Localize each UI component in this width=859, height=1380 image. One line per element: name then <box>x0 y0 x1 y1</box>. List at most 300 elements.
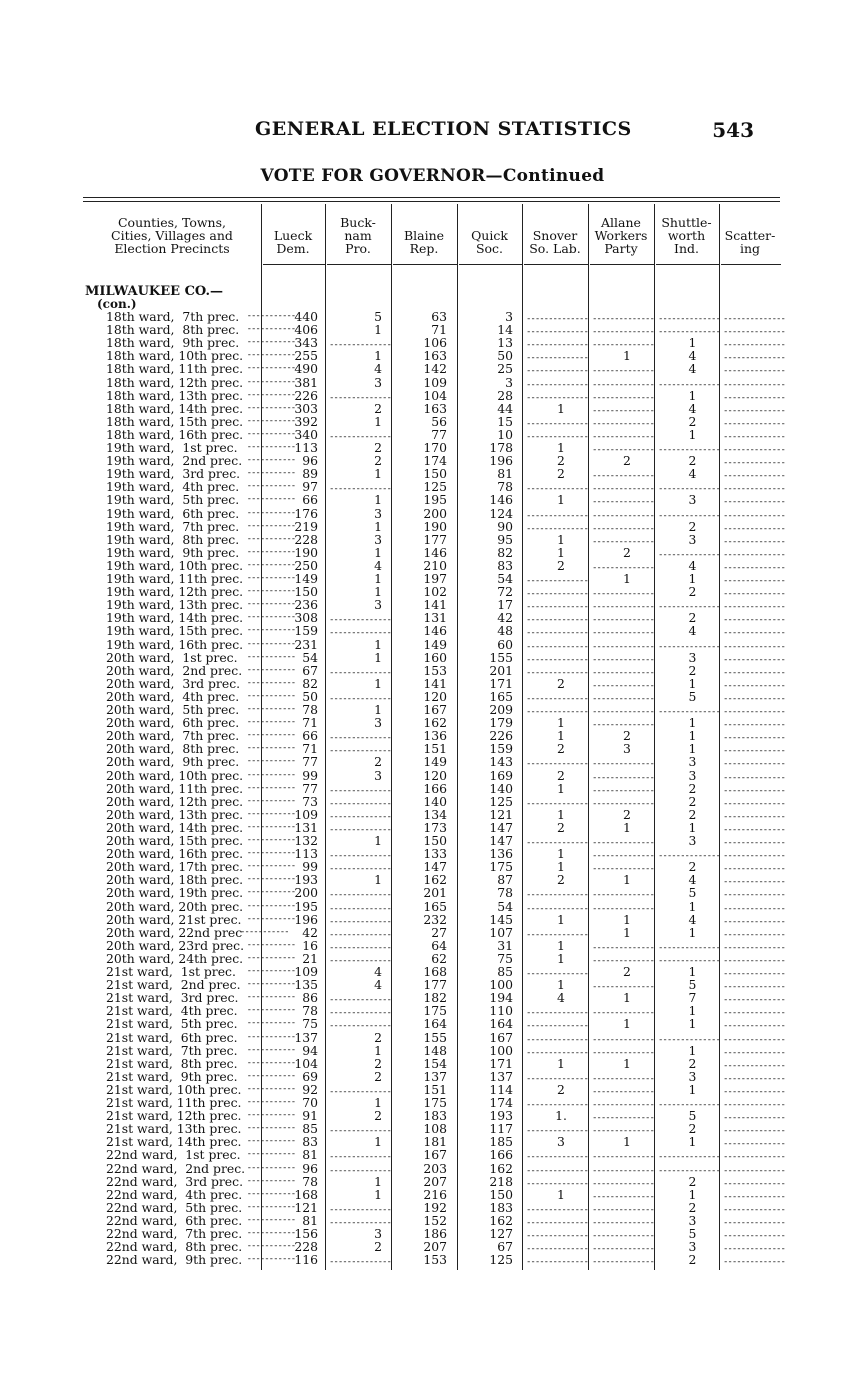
table-row <box>0 389 859 402</box>
empty-cell-dashes: -------------- <box>592 680 654 691</box>
empty-cell-dashes: -------------- <box>723 1139 785 1150</box>
empty-cell-dashes: -------------- <box>723 1034 785 1045</box>
vote-cell-lueck: 343 <box>294 335 318 351</box>
empty-cell-dashes: -------------- <box>526 654 588 665</box>
leader-dots: ----------- <box>240 926 289 937</box>
table-row <box>0 1044 859 1057</box>
vote-cell-lueck: 406 <box>294 322 318 338</box>
empty-cell-dashes: -------------- <box>658 942 720 953</box>
vote-cell-blaine: 183 <box>423 1108 447 1124</box>
empty-cell-dashes: -------------- <box>592 628 654 639</box>
empty-cell-dashes: -------------- <box>723 864 785 875</box>
precinct-name: 21st ward, 12th prec. <box>106 1108 242 1124</box>
vote-cell-blaine: 102 <box>423 584 447 600</box>
precinct-name: 21st ward, 3rd prec. <box>106 990 239 1006</box>
vote-cell-blaine: 64 <box>431 937 447 953</box>
empty-cell-dashes: -------------- <box>329 1152 391 1163</box>
vote-cell-blaine: 151 <box>423 741 447 757</box>
empty-cell-dashes: -------------- <box>329 1165 391 1176</box>
vote-cell-shuttleworth: 4 <box>688 361 697 377</box>
vote-cell-allane: 1 <box>623 571 631 586</box>
empty-cell-dashes: -------------- <box>592 379 654 390</box>
vote-cell-snover: 1 <box>557 977 565 993</box>
vote-cell-snover: 1 <box>557 950 565 966</box>
empty-cell-dashes: -------------- <box>329 903 391 914</box>
empty-cell-dashes: -------------- <box>329 1257 391 1268</box>
precinct-name: 19th ward, 6th prec. <box>106 505 240 521</box>
header-rule <box>656 264 719 265</box>
precinct-name: 20th ward, 24th prec. <box>106 950 244 966</box>
vote-cell-shuttleworth: 1 <box>688 675 697 691</box>
vote-cell-allane: 1 <box>623 1016 631 1032</box>
vote-cell-bucknam: 1 <box>374 544 382 560</box>
table-row <box>0 677 859 690</box>
empty-cell-dashes: -------------- <box>723 995 785 1006</box>
leader-dots: ----------- <box>246 1044 296 1055</box>
vote-cell-bucknam: 2 <box>374 453 382 469</box>
vote-cell-blaine: 166 <box>423 780 447 796</box>
vote-cell-shuttleworth: 4 <box>688 557 697 573</box>
vote-cell-bucknam: 1 <box>374 466 382 482</box>
vote-cell-quick: 67 <box>497 1239 513 1255</box>
empty-cell-dashes: -------------- <box>592 615 654 626</box>
leader-dots: ----------- <box>246 520 296 531</box>
empty-cell-dashes: -------------- <box>658 379 720 390</box>
empty-cell-dashes: -------------- <box>592 1008 654 1019</box>
leader-dots: ----------- <box>246 1162 296 1173</box>
precinct-name: 20th ward, 17th prec. <box>106 859 244 875</box>
vote-cell-quick: 110 <box>489 1003 513 1019</box>
empty-cell-dashes: -------------- <box>526 929 588 940</box>
empty-cell-dashes: -------------- <box>592 772 654 783</box>
header-rule <box>459 264 522 265</box>
vote-cell-shuttleworth: 5 <box>688 1108 697 1124</box>
empty-cell-dashes: -------------- <box>592 1073 654 1084</box>
vote-cell-bucknam: 1 <box>374 571 382 586</box>
vote-cell-lueck: 190 <box>294 544 318 560</box>
empty-cell-dashes: -------------- <box>526 1165 588 1176</box>
vote-cell-quick: 140 <box>489 780 513 796</box>
vote-cell-quick: 171 <box>489 1055 513 1071</box>
leader-dots: ----------- <box>246 481 296 492</box>
empty-cell-dashes: -------------- <box>723 877 785 888</box>
empty-cell-dashes: -------------- <box>723 824 785 835</box>
vote-cell-quick: 147 <box>489 833 513 848</box>
empty-cell-dashes: -------------- <box>592 1086 654 1097</box>
empty-cell-dashes: -------------- <box>723 1100 785 1110</box>
vote-cell-blaine: 153 <box>423 662 447 678</box>
vote-cell-shuttleworth: 3 <box>688 649 697 665</box>
vote-cell-quick: 162 <box>489 1212 513 1228</box>
empty-cell-dashes: -------------- <box>592 1191 654 1202</box>
table-row <box>0 520 859 533</box>
vote-cell-lueck: 219 <box>294 518 318 534</box>
vote-cell-lueck: 82 <box>302 675 318 691</box>
table-row <box>0 1148 859 1161</box>
precinct-name: 19th ward, 11th prec. <box>106 571 244 586</box>
empty-cell-dashes: -------------- <box>526 628 588 639</box>
vote-cell-lueck: 97 <box>302 479 318 495</box>
empty-cell-dashes: -------------- <box>723 1047 785 1058</box>
vote-cell-quick: 82 <box>497 544 513 560</box>
precinct-name: 22nd ward, 3rd prec. <box>106 1173 244 1189</box>
vote-cell-quick: 83 <box>497 557 513 573</box>
vote-cell-shuttleworth: 1 <box>688 426 697 442</box>
precinct-name: 20th ward, 9th prec. <box>106 754 240 770</box>
vote-cell-shuttleworth: 4 <box>688 400 697 416</box>
vote-cell-bucknam: 1 <box>374 1186 382 1202</box>
vote-cell-quick: 125 <box>489 1252 513 1268</box>
vote-cell-quick: 75 <box>497 950 513 966</box>
vote-cell-blaine: 207 <box>423 1239 447 1255</box>
empty-cell-dashes: -------------- <box>592 405 654 416</box>
vote-cell-shuttleworth: 1 <box>688 1134 697 1150</box>
vote-cell-lueck: 89 <box>302 466 318 482</box>
vote-cell-quick: 121 <box>489 806 513 822</box>
vote-cell-blaine: 149 <box>423 754 447 770</box>
table-row <box>0 402 859 415</box>
vote-cell-shuttleworth: 2 <box>688 584 697 600</box>
leader-dots: ----------- <box>246 1149 296 1160</box>
table-row <box>0 939 859 952</box>
vote-cell-lueck: 490 <box>294 361 318 377</box>
empty-cell-dashes: -------------- <box>592 707 654 717</box>
leader-dots: ----------- <box>246 573 296 583</box>
vote-cell-bucknam: 1 <box>374 1134 382 1150</box>
leader-dots: ----------- <box>246 1097 296 1107</box>
empty-cell-dashes: -------------- <box>723 838 785 848</box>
vote-cell-lueck: 392 <box>294 413 318 429</box>
vote-cell-blaine: 106 <box>423 335 447 351</box>
empty-cell-dashes: -------------- <box>723 497 785 508</box>
precinct-name: 20th ward, 16th prec. <box>106 846 244 862</box>
vote-cell-lueck: 96 <box>302 453 318 469</box>
empty-cell-dashes: -------------- <box>526 314 588 324</box>
table-row <box>0 795 859 808</box>
empty-cell-dashes: -------------- <box>723 1244 785 1255</box>
leader-dots: ----------- <box>246 559 296 570</box>
leader-dots: ----------- <box>246 468 296 479</box>
leader-dots: ----------- <box>246 992 296 1003</box>
table-row <box>0 1031 859 1044</box>
vote-cell-lueck: 121 <box>294 1199 318 1215</box>
vote-cell-allane: 1 <box>623 1134 631 1150</box>
vote-cell-shuttleworth: 2 <box>688 859 697 875</box>
empty-cell-dashes: -------------- <box>526 327 588 338</box>
vote-cell-shuttleworth: 2 <box>688 793 697 809</box>
leader-dots: ----------- <box>246 730 296 741</box>
leader-dots: ----------- <box>246 1175 296 1186</box>
precinct-name: 21st ward, 11th prec. <box>106 1095 242 1110</box>
vote-cell-lueck: 77 <box>302 754 318 770</box>
precinct-name: 21st ward, 4th prec. <box>106 1003 238 1019</box>
vote-cell-blaine: 104 <box>423 387 447 403</box>
vote-cell-blaine: 56 <box>431 413 447 429</box>
precinct-name: 19th ward, 3rd prec. <box>106 466 241 482</box>
vote-cell-bucknam: 1 <box>374 1042 382 1058</box>
empty-cell-dashes: -------------- <box>658 1152 720 1163</box>
empty-cell-dashes: -------------- <box>658 1100 720 1110</box>
vote-cell-lueck: 440 <box>294 309 318 324</box>
leader-dots: ----------- <box>246 1136 296 1147</box>
leader-dots: ----------- <box>246 979 296 990</box>
precinct-name: 22nd ward, 6th prec. <box>106 1212 243 1228</box>
empty-cell-dashes: -------------- <box>526 602 588 613</box>
leader-dots: ----------- <box>246 507 296 518</box>
leader-dots: ----------- <box>246 690 296 701</box>
precinct-name: 19th ward, 12th prec. <box>106 584 244 600</box>
empty-cell-dashes: -------------- <box>329 995 391 1006</box>
vote-cell-blaine: 108 <box>423 1121 447 1137</box>
empty-cell-dashes: -------------- <box>526 1008 588 1019</box>
vote-cell-blaine: 147 <box>423 859 447 875</box>
empty-cell-dashes: -------------- <box>329 1021 391 1032</box>
vote-cell-quick: 87 <box>497 872 513 888</box>
precinct-name: 21st ward, 5th prec. <box>106 1016 238 1032</box>
vote-cell-snover: 2 <box>557 557 565 573</box>
vote-cell-allane: 1 <box>623 819 631 835</box>
empty-cell-dashes: -------------- <box>329 484 391 495</box>
vote-cell-snover: 1 <box>557 715 565 731</box>
empty-cell-dashes: -------------- <box>592 1178 654 1189</box>
vote-cell-shuttleworth: 3 <box>688 1212 697 1228</box>
vote-cell-shuttleworth: 4 <box>688 466 697 482</box>
vote-cell-lueck: 91 <box>302 1108 318 1124</box>
vote-cell-quick: 185 <box>489 1134 513 1150</box>
vote-cell-bucknam: 1 <box>374 675 382 691</box>
empty-cell-dashes: -------------- <box>526 431 588 442</box>
precinct-name: 19th ward, 5th prec. <box>106 492 240 508</box>
empty-cell-dashes: -------------- <box>658 484 720 495</box>
empty-cell-dashes: -------------- <box>329 824 391 835</box>
column-header-bucknam: Buck- nam Pro. <box>340 215 376 256</box>
vote-cell-lueck: 255 <box>294 348 318 364</box>
vote-cell-blaine: 207 <box>423 1173 447 1189</box>
empty-cell-dashes: -------------- <box>592 1257 654 1268</box>
vote-cell-quick: 117 <box>489 1121 513 1137</box>
vote-cell-shuttleworth: 3 <box>688 754 697 770</box>
empty-cell-dashes: -------------- <box>723 1060 785 1071</box>
empty-cell-dashes: -------------- <box>329 615 391 626</box>
column-divider <box>719 204 720 1270</box>
leader-dots: ----------- <box>246 612 296 623</box>
vote-cell-blaine: 170 <box>423 440 447 455</box>
vote-cell-blaine: 63 <box>431 309 447 324</box>
empty-cell-dashes: -------------- <box>592 366 654 377</box>
empty-cell-dashes: -------------- <box>592 340 654 351</box>
precinct-name: 20th ward, 13th prec. <box>106 806 244 822</box>
empty-cell-dashes: -------------- <box>592 1034 654 1045</box>
precinct-name: 19th ward, 10th prec. <box>106 557 244 573</box>
leader-dots: ----------- <box>246 677 296 688</box>
vote-cell-snover: 1. <box>555 1108 567 1124</box>
empty-cell-dashes: -------------- <box>592 693 654 704</box>
vote-cell-blaine: 141 <box>423 597 447 613</box>
vote-cell-blaine: 164 <box>423 1016 447 1032</box>
vote-cell-allane: 2 <box>623 806 631 822</box>
vote-cell-quick: 143 <box>489 754 513 770</box>
vote-cell-quick: 193 <box>489 1108 513 1124</box>
precinct-name: 20th ward, 4th prec. <box>106 688 240 704</box>
column-divider <box>391 204 392 1270</box>
precinct-name: 20th ward, 6th prec. <box>106 715 240 731</box>
vote-cell-lueck: 16 <box>302 937 318 953</box>
vote-cell-blaine: 163 <box>423 348 447 364</box>
leader-dots: ----------- <box>246 795 296 806</box>
vote-cell-allane: 3 <box>623 741 631 757</box>
vote-cell-quick: 85 <box>497 964 513 979</box>
vote-cell-blaine: 62 <box>431 950 447 966</box>
empty-cell-dashes: -------------- <box>723 549 785 560</box>
precinct-name: 20th ward, 15th prec. <box>106 833 244 848</box>
empty-cell-dashes: -------------- <box>723 1191 785 1202</box>
empty-cell-dashes: -------------- <box>592 955 654 966</box>
vote-cell-quick: 145 <box>489 911 513 927</box>
column-header-precinct: Counties, Towns, Cities, Villages and Election Precincts <box>111 215 233 256</box>
vote-cell-blaine: 232 <box>423 911 447 927</box>
table-row <box>0 651 859 664</box>
vote-cell-allane: 2 <box>623 728 631 744</box>
vote-cell-lueck: 96 <box>302 1160 318 1176</box>
empty-cell-dashes: -------------- <box>723 746 785 757</box>
leader-dots: ----------- <box>246 704 296 714</box>
vote-cell-lueck: 78 <box>302 702 318 717</box>
empty-cell-dashes: -------------- <box>592 314 654 324</box>
leader-dots: ----------- <box>246 389 296 400</box>
vote-cell-quick: 171 <box>489 675 513 691</box>
vote-cell-blaine: 142 <box>423 361 447 377</box>
vote-cell-shuttleworth: 2 <box>688 1173 697 1189</box>
vote-cell-quick: 90 <box>497 518 513 534</box>
vote-cell-blaine: 168 <box>423 964 447 979</box>
empty-cell-dashes: -------------- <box>526 1244 588 1255</box>
vote-cell-blaine: 174 <box>423 453 447 469</box>
precinct-name: 18th ward, 12th prec. <box>106 374 244 390</box>
vote-cell-quick: 196 <box>489 453 513 469</box>
vote-cell-shuttleworth: 2 <box>688 413 697 429</box>
vote-cell-shuttleworth: 2 <box>688 610 697 626</box>
vote-cell-shuttleworth: 5 <box>688 688 697 704</box>
empty-cell-dashes: -------------- <box>658 851 720 862</box>
empty-cell-dashes: -------------- <box>658 707 720 717</box>
empty-cell-dashes: -------------- <box>723 969 785 979</box>
empty-cell-dashes: -------------- <box>658 641 720 652</box>
vote-cell-lueck: 78 <box>302 1003 318 1019</box>
vote-cell-blaine: 162 <box>423 872 447 888</box>
vote-cell-blaine: 134 <box>423 806 447 822</box>
precinct-name: 18th ward, 8th prec. <box>106 322 240 338</box>
vote-cell-lueck: 66 <box>302 728 318 744</box>
precinct-name: 18th ward, 11th prec. <box>106 361 244 377</box>
empty-cell-dashes: -------------- <box>526 576 588 586</box>
empty-cell-dashes: -------------- <box>723 628 785 639</box>
vote-cell-blaine: 150 <box>423 466 447 482</box>
precinct-name: 20th ward, 23rd prec. <box>106 937 245 953</box>
leader-dots: ----------- <box>246 808 296 819</box>
empty-cell-dashes: -------------- <box>592 431 654 442</box>
vote-cell-blaine: 163 <box>423 400 447 416</box>
empty-cell-dashes: -------------- <box>526 838 588 848</box>
vote-cell-bucknam: 3 <box>374 505 382 521</box>
empty-cell-dashes: -------------- <box>723 458 785 469</box>
empty-cell-dashes: -------------- <box>723 772 785 783</box>
leader-dots: ----------- <box>246 402 296 413</box>
vote-cell-shuttleworth: 1 <box>688 571 697 586</box>
vote-cell-blaine: 175 <box>423 1095 447 1110</box>
precinct-name: 20th ward, 3rd prec. <box>106 675 241 691</box>
vote-cell-snover: 4 <box>557 990 565 1006</box>
empty-cell-dashes: -------------- <box>329 340 391 351</box>
vote-cell-quick: 54 <box>497 898 513 914</box>
column-divider <box>522 204 523 1270</box>
vote-cell-quick: 28 <box>497 387 513 403</box>
vote-cell-blaine: 173 <box>423 819 447 835</box>
precinct-name: 19th ward, 16th prec. <box>106 636 244 652</box>
table-row <box>0 638 859 651</box>
vote-cell-allane: 1 <box>623 990 631 1006</box>
empty-cell-dashes: -------------- <box>592 1231 654 1241</box>
empty-cell-dashes: -------------- <box>329 667 391 678</box>
vote-cell-blaine: 182 <box>423 990 447 1006</box>
vote-cell-quick: 78 <box>497 885 513 901</box>
empty-cell-dashes: -------------- <box>723 1021 785 1032</box>
vote-cell-allane: 1 <box>623 872 631 888</box>
precinct-name: 20th ward, 2nd prec. <box>106 662 243 678</box>
empty-cell-dashes: -------------- <box>329 628 391 639</box>
vote-cell-snover: 1 <box>557 846 565 862</box>
empty-cell-dashes: -------------- <box>526 1257 588 1268</box>
leader-dots: ----------- <box>246 743 296 754</box>
vote-cell-lueck: 81 <box>302 1212 318 1228</box>
precinct-name: 22nd ward, 1st prec. <box>106 1147 241 1163</box>
empty-cell-dashes: -------------- <box>723 733 785 744</box>
empty-cell-dashes: -------------- <box>592 759 654 770</box>
vote-cell-bucknam: 3 <box>374 374 382 390</box>
empty-cell-dashes: -------------- <box>723 602 785 613</box>
precinct-name: 19th ward, 2nd prec. <box>106 453 243 469</box>
vote-cell-bucknam: 4 <box>374 977 382 993</box>
running-title: GENERAL ELECTION STATISTICS <box>255 118 632 140</box>
empty-cell-dashes: -------------- <box>723 759 785 770</box>
precinct-name: 21st ward, 7th prec. <box>106 1042 238 1058</box>
empty-cell-dashes: -------------- <box>592 1152 654 1163</box>
vote-cell-lueck: 50 <box>302 688 318 704</box>
vote-cell-lueck: 113 <box>294 846 318 862</box>
vote-cell-snover: 1 <box>557 937 565 953</box>
empty-cell-dashes: -------------- <box>723 903 785 914</box>
vote-cell-snover: 1 <box>557 1186 565 1202</box>
vote-cell-blaine: 137 <box>423 1068 447 1084</box>
empty-cell-dashes: -------------- <box>592 864 654 875</box>
vote-cell-bucknam: 1 <box>374 413 382 429</box>
vote-cell-quick: 201 <box>489 662 513 678</box>
empty-cell-dashes: -------------- <box>592 1204 654 1215</box>
vote-cell-quick: 164 <box>489 1016 513 1032</box>
leader-dots: ----------- <box>246 1214 296 1225</box>
precinct-name: 19th ward, 14th prec. <box>106 610 244 626</box>
empty-cell-dashes: -------------- <box>592 445 654 455</box>
table-row <box>0 533 859 546</box>
empty-cell-dashes: -------------- <box>723 1073 785 1084</box>
vote-cell-lueck: 231 <box>294 636 318 652</box>
vote-cell-blaine: 175 <box>423 1003 447 1019</box>
precinct-name: 22nd ward, 2nd prec. <box>106 1160 246 1176</box>
vote-cell-bucknam: 1 <box>374 1173 382 1189</box>
header-rule <box>393 264 457 265</box>
vote-cell-blaine: 153 <box>423 1252 447 1268</box>
precinct-name: 20th ward, 7th prec. <box>106 728 240 744</box>
leader-dots: ----------- <box>246 1123 296 1134</box>
